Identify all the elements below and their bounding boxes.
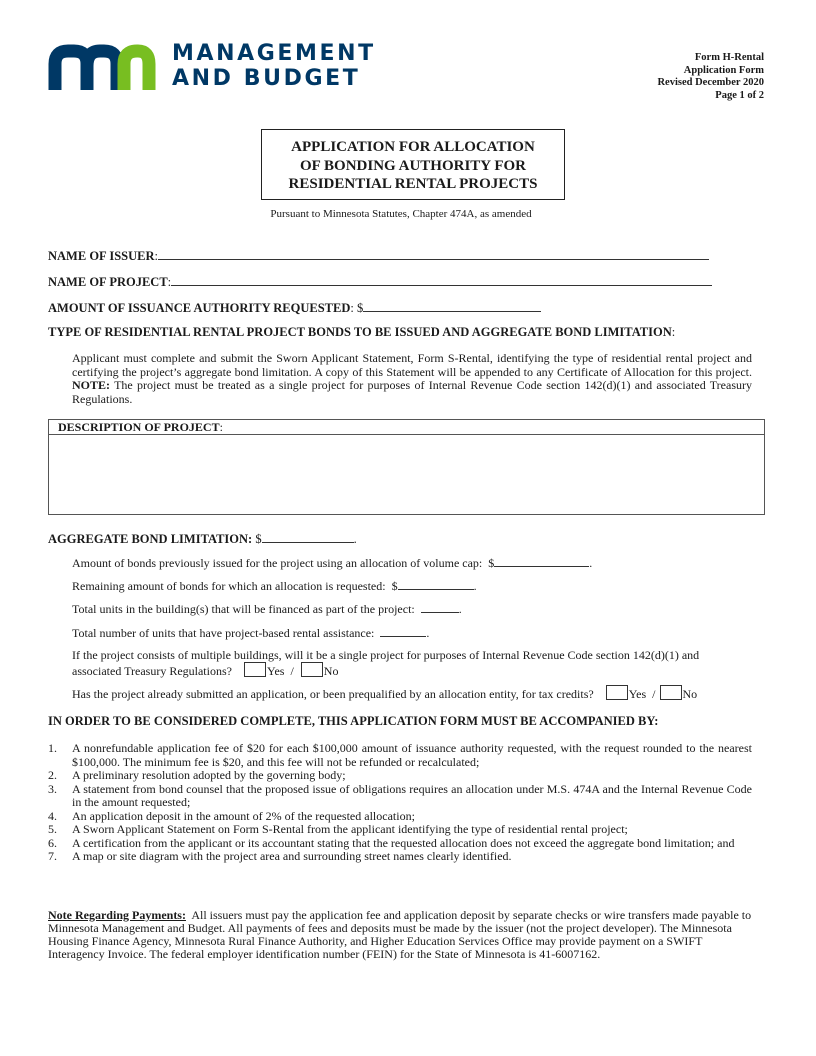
q-total-units: Total units in the building(s) that will be financed as part of the project: . <box>72 602 462 616</box>
assisted-units-input[interactable] <box>380 624 426 637</box>
amount-label: AMOUNT OF ISSUANCE AUTHORITY REQUESTED <box>48 301 351 315</box>
project-row: NAME OF PROJECT: <box>48 273 712 290</box>
list-item: 3. A statement from bond counsel that the proposed issue of obligations requires an allocation under M.S. 474A and the Internal Revenue Code in the amount requested; <box>48 781 752 809</box>
list-item: 1. A nonrefundable application fee of $20 for each $100,000 amount of issuance authority requested, with the request rounded to the nearest $100,000. The minimum fee is $20, and this fee will not be refunded or recalculated; <box>48 741 752 769</box>
amount-row: AMOUNT OF ISSUANCE AUTHORITY REQUESTED: $ <box>48 299 541 316</box>
agency-wordmark <box>172 41 376 91</box>
form-title <box>261 129 565 200</box>
title-line2: OF BONDING AUTHORITY FOR <box>300 157 526 174</box>
single-project-yes-checkbox[interactable] <box>244 662 266 677</box>
list-item: 6. A certification from the applicant or its accountant stating that the requested allocation does not exceed the aggregate bond limitation; and <box>48 835 735 850</box>
description-input[interactable] <box>49 435 764 515</box>
applicant-instructions: Applicant must complete and submit the Sworn Applicant Statement, Form S-Rental, identifying the type of residential rental project and certifying the project’s aggregate bond limitation. A copy of this Statement will be appended to any Certificate of Allocation for this project. NOTE: The project must be treated as a single project for purposes of Internal Revenue Code section 142(d)(1) and associated Treasury Regulations. <box>72 351 752 406</box>
aggregate-label: AGGREGATE BOND LIMITATION: <box>48 532 253 546</box>
payments-note: Note Regarding Payments: All issuers must pay the application fee and application deposit by separate checks or wire transfers made payable to Minnesota Management and Budget. All payments of fees and deposits must be made by the issuer (not the project developer). The Minnesota Housing Finance Agency, Minnesota Rural Finance Authority, and Higher Education Services Office may provide payment on a SWIFT Interagency Invoice. The federal employer identification number (FEIN) for the State of Minnesota is 41-6007162. <box>48 908 755 961</box>
revised-date: Revised December 2020 <box>657 77 764 88</box>
logo-line2: AND BUDGET <box>172 66 361 91</box>
remaining-bonds-input[interactable] <box>398 577 474 590</box>
description-box <box>48 419 765 515</box>
project-label: NAME OF PROJECT <box>48 275 168 289</box>
type-heading: TYPE OF RESIDENTIAL RENTAL PROJECT BONDS TO BE ISSUED AND AGGREGATE BOND LIMITATION: <box>48 325 676 339</box>
note-label: NOTE: <box>72 378 111 392</box>
title-line1: APPLICATION FOR ALLOCATION <box>291 139 535 155</box>
title-line3: RESIDENTIAL RENTAL PROJECTS <box>288 176 538 192</box>
q-tax-credits: Has the project already submitted an application, or been prequalified by an allocation entity, for tax credits? Yes / No <box>72 687 698 701</box>
tax-credits-no-checkbox[interactable] <box>660 685 682 700</box>
q-previous-bonds: Amount of bonds previously issued for the project using an allocation of volume cap: $ . <box>72 556 593 570</box>
amount-input[interactable] <box>363 299 541 312</box>
mn-logo-icon <box>48 44 156 90</box>
q-assisted-units: Total number of units that have project-based rental assistance: . <box>72 626 430 640</box>
form-type: Application Form <box>683 64 764 76</box>
payments-note-label: Note Regarding Payments: <box>48 908 186 922</box>
description-header: DESCRIPTION OF PROJECT: <box>49 420 764 435</box>
form-identifier <box>657 52 764 102</box>
issuer-input[interactable] <box>158 247 709 260</box>
requirements-list <box>48 742 752 864</box>
q-remaining-bonds: Remaining amount of bonds for which an allocation is requested: $ . <box>72 579 477 593</box>
total-units-input[interactable] <box>421 600 459 613</box>
statute-reference: Pursuant to Minnesota Statutes, Chapter 474A, as amended <box>270 208 532 220</box>
aggregate-input[interactable] <box>262 530 354 543</box>
list-item: 4. An application deposit in the amount of 2% of the requested allocation; <box>48 808 415 823</box>
list-item: 7. A map or site diagram with the project area and surrounding street names clearly identified. <box>48 849 512 863</box>
issuer-row: NAME OF ISSUER: <box>48 247 709 264</box>
list-item: 5. A Sworn Applicant Statement on Form S-Rental from the applicant identifying the type of residential rental project; <box>48 822 628 836</box>
q-multiple-buildings: If the project consists of multiple buildings, will it be a single project for purposes of Internal Revenue Code section 142(d)(1) and associated Treasury Regulations? Yes / No <box>72 648 700 678</box>
requirements-heading: IN ORDER TO BE CONSIDERED COMPLETE, THIS APPLICATION FORM MUST BE ACCOMPANIED BY: <box>48 714 659 728</box>
single-project-no-checkbox[interactable] <box>301 662 323 677</box>
tax-credits-yes-checkbox[interactable] <box>606 685 628 700</box>
aggregate-row: AGGREGATE BOND LIMITATION: $ . <box>48 532 357 546</box>
page-number: Page 1 of 2 <box>715 89 764 101</box>
project-input[interactable] <box>171 273 712 286</box>
list-item: 2. A preliminary resolution adopted by the governing body; <box>48 768 346 782</box>
issuer-label: NAME OF ISSUER <box>48 249 155 263</box>
logo-line1: MANAGEMENT <box>172 41 376 66</box>
previous-bonds-input[interactable] <box>494 554 589 567</box>
form-name: Form H-Rental <box>694 52 764 63</box>
